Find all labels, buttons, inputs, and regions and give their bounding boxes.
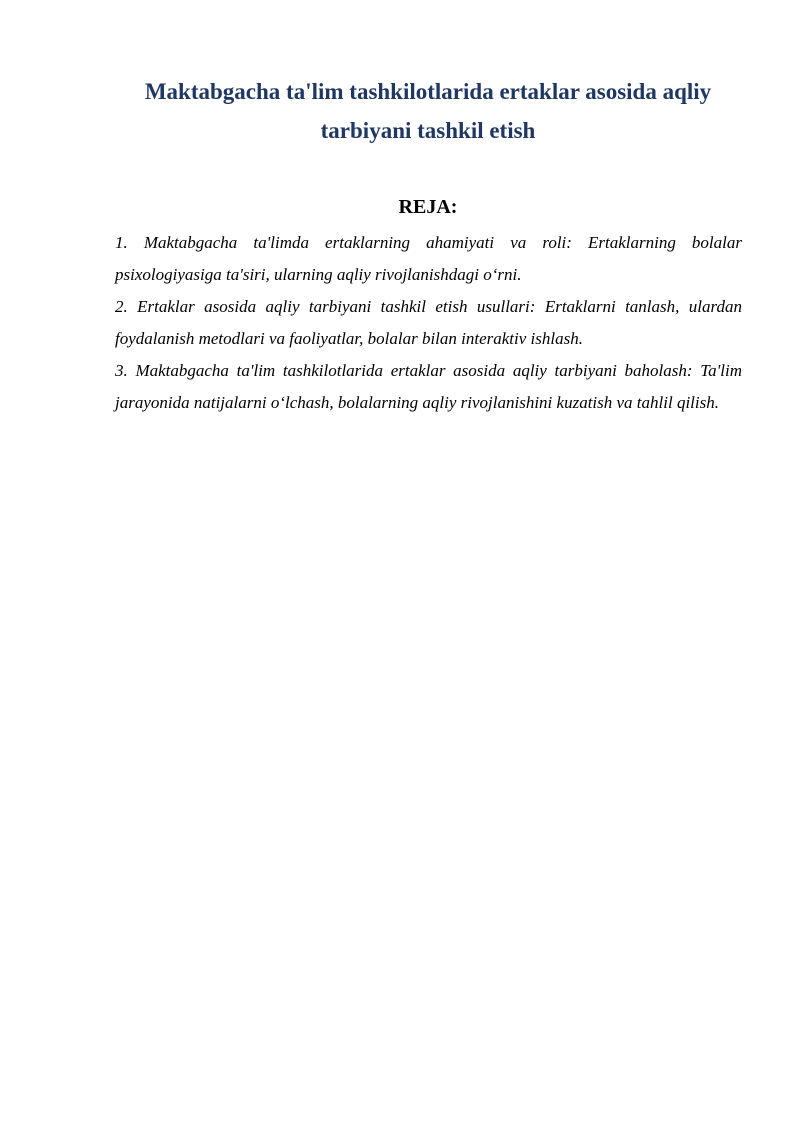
plan-item-2: 2. Ertaklar asosida aqliy tarbiyani tashkil etish usullari: Ertaklarni tanlash, ulardan foydalanish metodlari va faoliyatlar, bolalar bilan interaktiv ishlash. [115, 297, 742, 348]
plan-list [115, 227, 742, 419]
plan-item-3: 3. Maktabgacha ta'lim tashkilotlarida ertaklar asosida aqliy tarbiyani baholash: Ta'lim jarayonida natijalarni o‘lchash, bolalarning aqliy rivojlanishini kuzatish va tahlil qilish. [115, 361, 742, 412]
plan-heading: REJA: [398, 196, 458, 218]
plan-item-1: 1. Maktabgacha ta'limda ertaklarning ahamiyati va roli: Ertaklarning bolalar psixologiyasiga ta'siri, ularning aqliy rivojlanishdagi o‘rni. [115, 233, 742, 284]
document-title: Maktabgacha ta'lim tashkilotlarida ertaklar asosida aqliy tarbiyani tashkil etish [144, 79, 712, 143]
